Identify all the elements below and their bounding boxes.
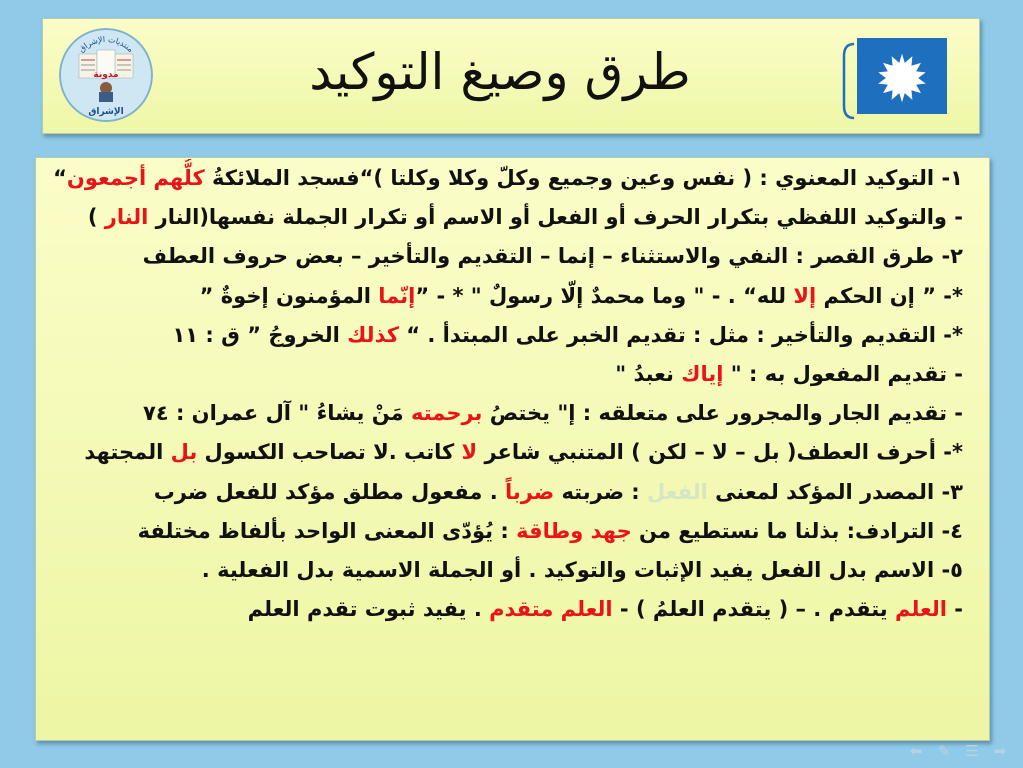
- line-text: ): [87, 205, 105, 230]
- line-text: يتقدم . – ( يتقدم العلمُ ) -: [612, 597, 895, 622]
- line-text: - تقديم الجار والمجرور على متعلقه : إ" يختصُ: [482, 401, 963, 426]
- line-text: . يفيد ثبوت تقدم العلم: [247, 597, 490, 622]
- highlight-text: جهد وطاقة: [516, 518, 632, 543]
- highlight-text: كلُّهم أجمعون: [66, 166, 205, 190]
- line-text: - والتوكيد اللفظي بتكرار الحرف أو الفعل أو الاسم أو تكرار الجملة نفسها(النار: [148, 205, 963, 230]
- line-text: *- ” إن الحكم: [816, 283, 963, 308]
- line-text: “: [53, 166, 67, 190]
- highlight-text: النار: [104, 205, 149, 230]
- line-text: - تقديم المفعول به : ": [723, 361, 963, 386]
- menu-icon[interactable]: ☰: [965, 742, 979, 760]
- slide-nav: [905, 742, 1011, 760]
- highlight-text: برحمته: [410, 401, 483, 426]
- line-text: . مفعول مطلق مؤكد للفعل ضرب: [153, 479, 505, 504]
- pen-icon[interactable]: ✎: [937, 742, 951, 760]
- content-line: [35, 277, 963, 316]
- line-text: ٢- طرق القصر : النفي والاستثناء – إنما – التقديم والتأخير – بعض حروف العطف: [142, 244, 963, 269]
- logo-bottom-text: الإشراق: [88, 107, 124, 117]
- line-text: ١- التوكيد المعنوي : ( نفس وعين وجميع وكلّ وكلا وكلتا )“فسجد الملائكةُ: [204, 166, 963, 190]
- highlight-text: العلم متقدم: [489, 597, 613, 622]
- content-line: [35, 198, 963, 237]
- highlight-text: بل: [170, 440, 198, 465]
- bracket-icon: [840, 42, 856, 120]
- content-line: [35, 473, 963, 512]
- page-title: طرق وصيغ التوكيد: [309, 43, 691, 101]
- highlight-text: كذلك: [347, 322, 399, 347]
- line-text: ٥- الاسم بدل الفعل يفيد الإثبات والتوكيد . أو الجملة الاسمية بدل الفعلية .: [201, 557, 963, 582]
- line-text: كاتب .لا تصاحب الكسول: [197, 440, 462, 465]
- star-badge: [857, 38, 947, 114]
- line-text: *- أحرف العطف( بل – لا – لكن ) المتنبي شاعر: [477, 440, 963, 465]
- content-line: [35, 551, 963, 590]
- line-text: : يُؤدّى المعنى الواحد بألفاظ مختلفة: [137, 518, 517, 543]
- blog-logo: [59, 28, 153, 122]
- content-line: [35, 159, 963, 198]
- line-text: : ضربته: [554, 479, 648, 504]
- starburst-icon: [877, 52, 927, 104]
- faint-text: الفعل: [647, 479, 708, 504]
- highlight-text: إلا: [793, 283, 817, 308]
- highlight-text: ضرباً: [505, 479, 555, 504]
- line-text: المجتهد: [84, 440, 171, 465]
- line-text: لله“ . - " وما محمدٌ إلّا رسولٌ " * - ”: [415, 283, 794, 308]
- content-line: [35, 512, 963, 551]
- line-text: ٣- المصدر المؤكد لمعنى: [707, 479, 963, 504]
- highlight-text: إنّما: [378, 283, 416, 308]
- content-line: [35, 590, 963, 629]
- content-line: [35, 355, 963, 394]
- content-line: [35, 394, 963, 433]
- highlight-text: لا: [461, 440, 478, 465]
- line-text: الخروجُ ” ق : ١١: [172, 322, 348, 347]
- logo-top-text: منتديات الإشراق: [76, 34, 136, 55]
- content-line: [35, 316, 963, 355]
- highlight-text: العلم: [894, 597, 947, 622]
- line-text: المؤمنون إخوةٌ ”: [199, 283, 379, 308]
- forward-arrow-icon[interactable]: ➡: [993, 742, 1007, 760]
- line-text: *- التقديم والتأخير : مثل : تقديم الخبر على المبتدأ . “: [398, 322, 963, 347]
- content-line: [35, 237, 963, 276]
- back-arrow-icon[interactable]: ⬅: [909, 742, 923, 760]
- logo-label: مدونة: [93, 70, 119, 80]
- line-text: نعبدُ ": [615, 361, 682, 386]
- content-line: [35, 433, 963, 472]
- highlight-text: إياك: [681, 361, 724, 386]
- line-text: -: [946, 597, 963, 622]
- line-text: ٤- الترادف: بذلنا ما نستطيع من: [631, 518, 963, 543]
- line-text: مَنْ يشاءُ " آل عمران : ٧٤: [143, 401, 411, 426]
- content-lines: [35, 159, 963, 629]
